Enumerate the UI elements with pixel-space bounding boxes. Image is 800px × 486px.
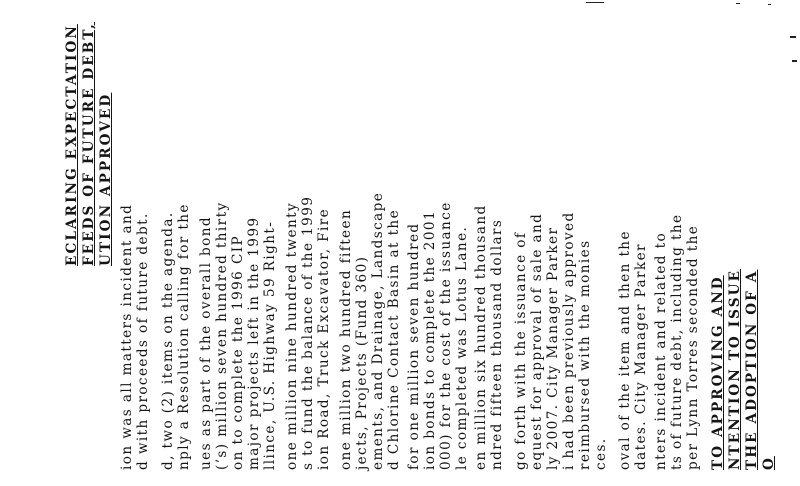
paragraph-8-line-6: ces. [593, 437, 609, 470]
paragraph-5-line-1: one million two hundred fifteen [338, 208, 354, 470]
paragraph-6-line-3: 000) for the cost of the issuance [438, 201, 454, 470]
paragraph-3-line-3: on to complete the 1996 CIP [230, 234, 246, 470]
paragraph-2-line-2: nply a Resolution calling for the [176, 203, 192, 470]
paragraph-10-line-2: ts of future debt, including the [669, 213, 685, 470]
paragraph-8-line-3: ly 2007. City Manager Parker [545, 226, 561, 470]
paragraph-7-line-1: en million six hundred thousand [473, 204, 489, 470]
scan-speck [792, 60, 797, 62]
paragraph-3-line-1: ues as part of the overall bond [198, 216, 214, 470]
footer-heading-line-4: O [761, 456, 777, 470]
paragraph-8-line-1: go forth with the issuance of [513, 231, 529, 470]
paragraph-8-line-4: i had been previously approved [561, 211, 577, 470]
paragraph-8-line-2: equest for approval of sale and [529, 212, 545, 470]
paragraph-6-line-4: le completed was Lotus Lane. [454, 225, 470, 470]
paragraph-5-line-4: d Chlorine Contact Basin at the [386, 208, 402, 470]
footer-heading-line-1: TO APPROVING AND [710, 275, 726, 470]
paragraph-1-line-1: ion was all matters incident and [119, 203, 135, 470]
footer-heading-line-3: THE ADOPTION OF A [744, 269, 760, 470]
heading-line-3: UTION APPROVED [98, 92, 114, 266]
paragraph-5-line-2: jects, Projects (Fund 360) [354, 255, 370, 470]
scan-speck [736, 3, 740, 4]
paragraph-10-line-3: per Lynn Torres seconded the [685, 224, 701, 470]
paragraph-7-line-2: ndred fifteen thousand dollars [489, 218, 505, 470]
paragraph-10-line-1: nters incident and related to [653, 231, 669, 470]
scan-speck [790, 36, 796, 38]
paragraph-3-line-5: llince, U.S. Highway 59 Right- [262, 220, 278, 470]
paragraph-1-line-2: d with proceeds of future debt. [135, 212, 151, 470]
paragraph-4-line-1: one million nine hundred twenty [284, 201, 300, 470]
footer-heading-line-2: NTENTION TO ISSUE [727, 268, 743, 470]
paragraph-3-line-2: (’s) million seven hundred thirty [214, 201, 230, 470]
paragraph-2-line-1: d, two (2) items on the agenda. [160, 211, 176, 470]
paragraph-9-line-1: oval of the item and then the [617, 230, 633, 470]
paragraph-6-line-2: ion bonds to complete the 2001 [422, 209, 438, 470]
paragraph-3-line-4: major projects left in the 1999 [246, 216, 262, 470]
paragraph-9-line-2: dates. City Manager Parker [633, 243, 649, 470]
heading-line-2: FEEDS OF FUTURE DEBT, [81, 22, 97, 266]
paragraph-6-line-1: for one million seven hundred [406, 222, 422, 470]
paragraph-4-line-3: ion Road, Truck Excavator, Fire [316, 207, 332, 470]
scan-speck [586, 2, 604, 3]
paragraph-5-line-3: ements, and Drainage, Landscape [370, 191, 386, 470]
paragraph-8-line-5: reimbursed with the monies [577, 239, 593, 470]
scan-speck [768, 4, 771, 5]
heading-line-1: ECLARING EXPECTATION [64, 24, 80, 266]
paragraph-4-line-2: s to fund the balance of the 1999 [300, 195, 316, 470]
